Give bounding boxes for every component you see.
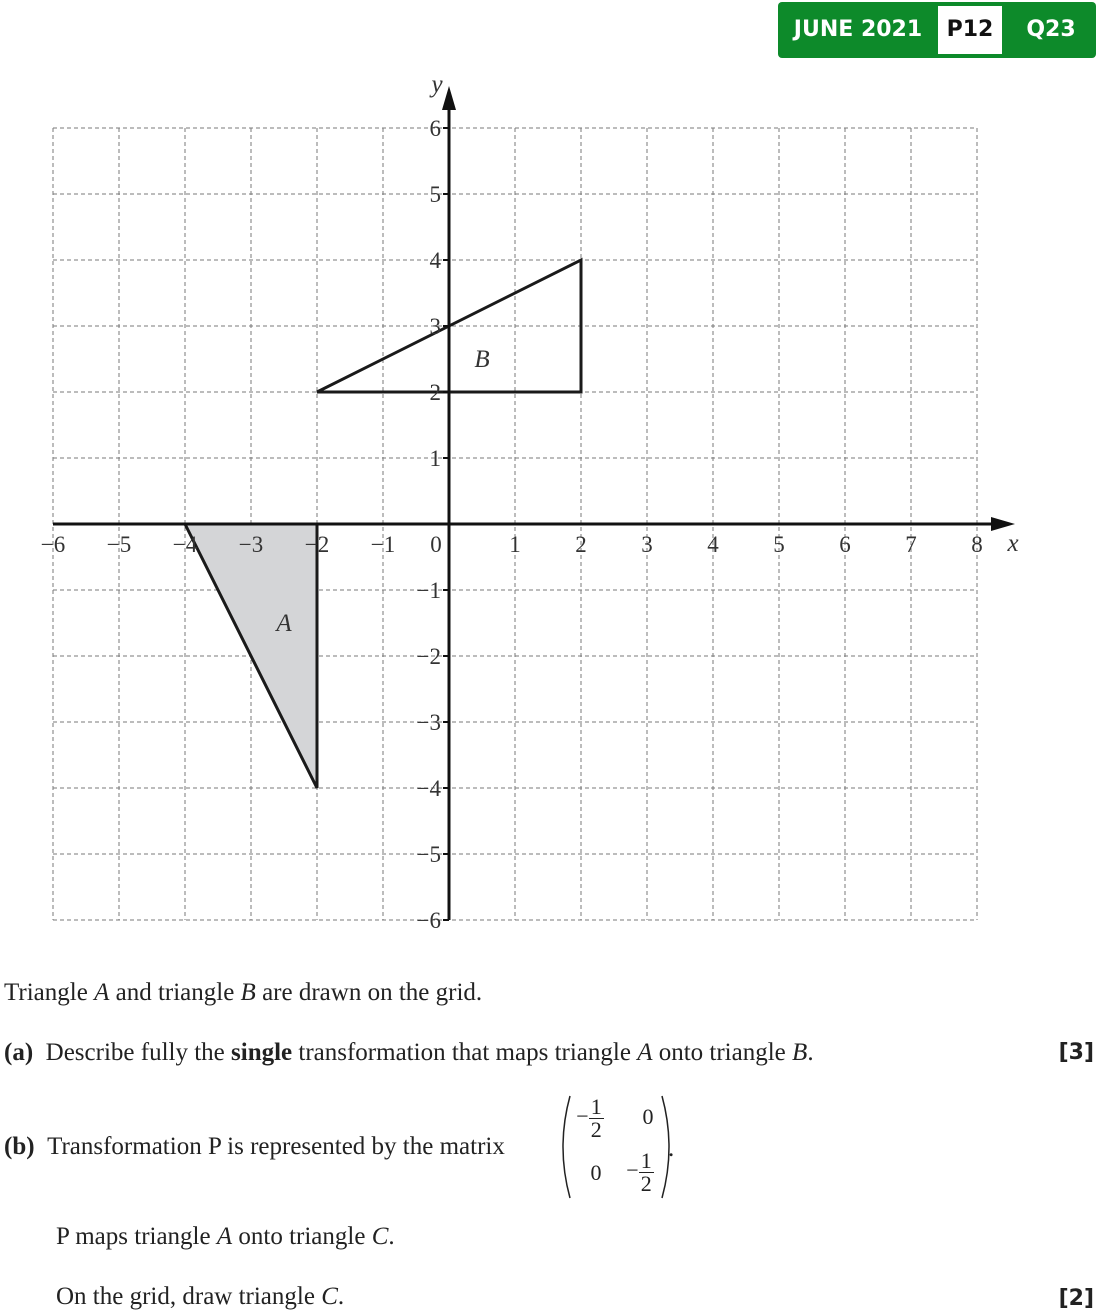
x-axis-label: x <box>1007 530 1019 557</box>
x-tick-label: −4 <box>172 532 198 557</box>
y-tick-label: −2 <box>416 644 441 669</box>
y-axis-label: y <box>431 71 443 98</box>
x-tick-label: 5 <box>773 532 785 557</box>
transformation-matrix <box>556 1092 684 1202</box>
coordinate-grid <box>0 60 1100 940</box>
badge-paper: P12 <box>938 6 1002 54</box>
matrix-r2c1: 0 <box>590 1160 602 1185</box>
x-tick-label: 8 <box>971 532 983 557</box>
part-b-label: (b) <box>4 1133 35 1160</box>
part-a-marks: [3] <box>1058 1040 1094 1065</box>
part-b-line2: P maps triangle A onto triangle C. <box>56 1223 395 1250</box>
question-badge <box>778 2 1096 58</box>
triangle-a-label: A <box>276 610 292 637</box>
x-tick-label: 2 <box>575 532 587 557</box>
y-tick-label: 2 <box>429 380 441 405</box>
badge-question: Q23 <box>1026 17 1076 42</box>
part-a-text: (a) Describe fully the single transformation that maps triangle A onto triangle B. <box>4 1039 814 1066</box>
y-tick-label: 3 <box>429 314 441 339</box>
matrix-r1c1: − $\frac{1}{2}$ <box>576 1094 602 1142</box>
x-axis-arrow <box>991 517 1015 531</box>
part-b-line3: On the grid, draw triangle C. <box>56 1283 345 1310</box>
triangle-b-label: B <box>474 346 490 373</box>
matrix-r2c2: − $\frac{1}{2}$ <box>626 1148 652 1196</box>
part-b-marks: [2] <box>1058 1286 1094 1311</box>
y-tick-label: −6 <box>416 908 441 933</box>
y-tick-label: 4 <box>429 248 441 273</box>
y-tick-label: 6 <box>429 116 441 141</box>
x-tick-label: −6 <box>40 532 66 557</box>
intro-text: Triangle A and triangle B are drawn on the grid. <box>4 979 483 1006</box>
part-a-label: (a) <box>4 1039 34 1066</box>
y-tick-label: −1 <box>416 578 441 603</box>
axis-labels <box>41 71 1019 933</box>
x-tick-label: 4 <box>707 532 719 557</box>
x-tick-label: −3 <box>238 532 264 557</box>
axes <box>53 86 1015 920</box>
x-tick-label: 0 <box>430 532 442 557</box>
badge-date: JUNE 2021 <box>793 17 923 42</box>
y-axis-arrow <box>442 86 456 110</box>
x-tick-label: 7 <box>905 532 917 557</box>
x-tick-label: −2 <box>304 532 330 557</box>
y-tick-label: 5 <box>429 182 441 207</box>
x-tick-label: 1 <box>509 532 521 557</box>
x-tick-label: −1 <box>370 532 396 557</box>
y-tick-label: −4 <box>416 776 441 801</box>
x-tick-label: −5 <box>106 532 132 557</box>
y-tick-label: 1 <box>429 446 441 471</box>
y-tick-label: −3 <box>416 710 441 735</box>
triangle-a <box>185 524 317 788</box>
y-tick-label: −5 <box>416 842 441 867</box>
x-tick-label: 3 <box>641 532 653 557</box>
x-tick-label: 6 <box>839 532 851 557</box>
matrix-end-dot: . <box>668 1135 675 1162</box>
part-b-text: (b) Transformation P is represented by the matrix <box>4 1133 505 1160</box>
matrix-r1c2: 0 <box>642 1104 654 1129</box>
